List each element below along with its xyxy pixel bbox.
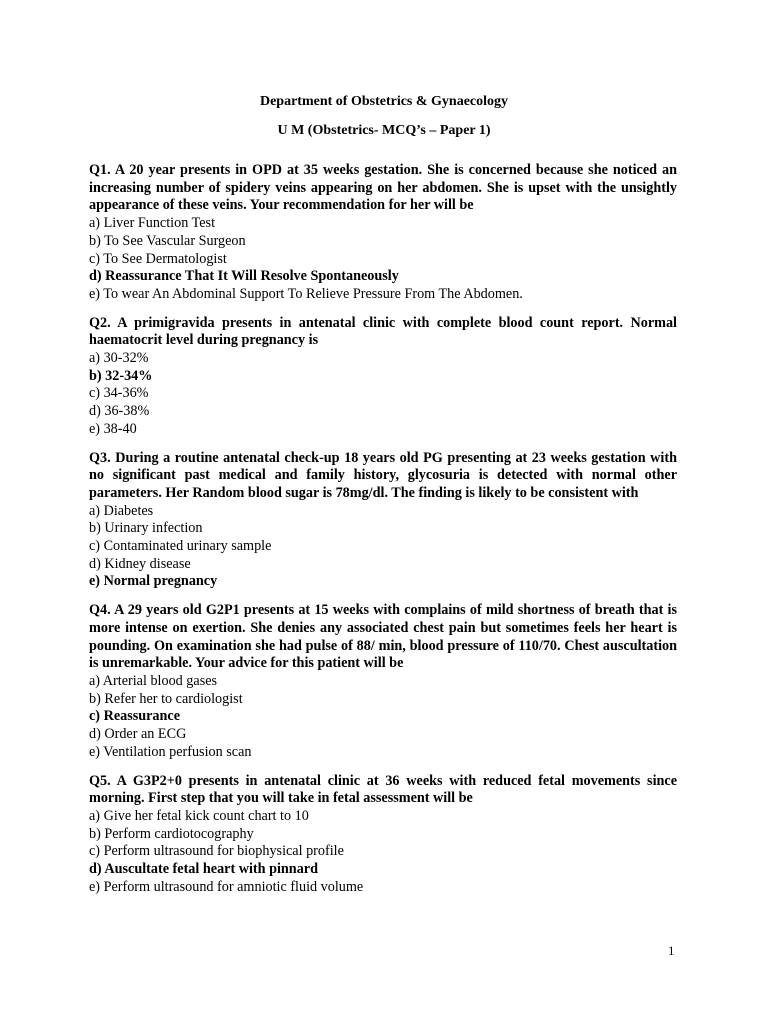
answer-option: c) To See Dermatologist [89,250,227,267]
question-stem: Q1. A 20 year presents in OPD at 35 weeks gestation. She is concerned because she noticed an increasing number of spidery veins appearing on her abdomen. She is upset with the unsightly appearance of these veins. Your recommendation for her will be [89,162,677,214]
answer-option: b) Perform cardiotocography [89,825,254,842]
question-list [89,162,677,907]
answer-option: c) Perform ultrasound for biophysical profile [89,843,344,860]
answer-option-correct: c) Reassurance [89,708,181,725]
answer-option: e) Perform ultrasound for amniotic fluid volume [89,878,364,895]
answer-option: d) Order an ECG [89,726,187,743]
answer-option-correct: d) Reassurance That It Will Resolve Spontaneously [89,268,399,285]
answer-option: e) To wear An Abdominal Support To Relieve Pressure From The Abdomen. [89,285,523,302]
question-5 [89,773,677,897]
answer-option: e) 38-40 [89,420,137,437]
answer-option: a) 30-32% [89,350,149,367]
question-1 [89,162,677,304]
answer-option-correct: d) Auscultate fetal heart with pinnard [89,861,318,878]
question-3 [89,450,677,592]
page-number: 1 [668,943,675,958]
question-4 [89,602,677,761]
paper-title: U M (Obstetrics- MCQ’s – Paper 1) [277,123,491,138]
question-stem: Q5. A G3P2+0 presents in antenatal clinic at 36 weeks with reduced fetal movements since morning. First step that you will take in fetal assessment will be [89,772,677,807]
answer-option: a) Liver Function Test [89,215,216,232]
answer-option: d) Kidney disease [89,555,191,572]
answer-option-correct: e) Normal pregnancy [89,573,218,590]
answer-option: a) Give her fetal kick count chart to 10 [89,807,309,824]
question-stem: Q3. During a routine antenatal check-up 18 years old PG presenting at 23 weeks gestation with no significant past medical and family history, glycosuria is detected with normal other parameters. Her Random blood sugar is 78mg/dl. The finding is likely to be consistent with [89,449,677,501]
question-stem: Q2. A primigravida presents in antenatal clinic with complete blood count report. Normal haematocrit level during pregnancy is [89,314,677,349]
answer-option-correct: b) 32-34% [89,367,153,384]
answer-option: b) Urinary infection [89,520,203,537]
answer-option: e) Ventilation perfusion scan [89,743,252,760]
answer-option: a) Diabetes [89,502,154,519]
question-2 [89,315,677,439]
answer-option: b) To See Vascular Surgeon [89,232,246,249]
answer-option: b) Refer her to cardiologist [89,690,243,707]
answer-option: d) 36-38% [89,403,150,420]
department-title: Department of Obstetrics & Gynaecology [259,94,509,109]
answer-option: c) 34-36% [89,385,149,402]
answer-option: c) Contaminated urinary sample [89,538,272,555]
question-stem: Q4. A 29 years old G2P1 presents at 15 weeks with complains of mild shortness of breath that is more intense on exertion. She denies any associated chest pain but sometimes feels her heart is pounding. On examination she had pulse of 88/ min, blood pressure of 110/70. Chest auscultation is unremarkable. Your advice for this patient will be [89,602,677,672]
answer-option: a) Arterial blood gases [89,672,218,689]
